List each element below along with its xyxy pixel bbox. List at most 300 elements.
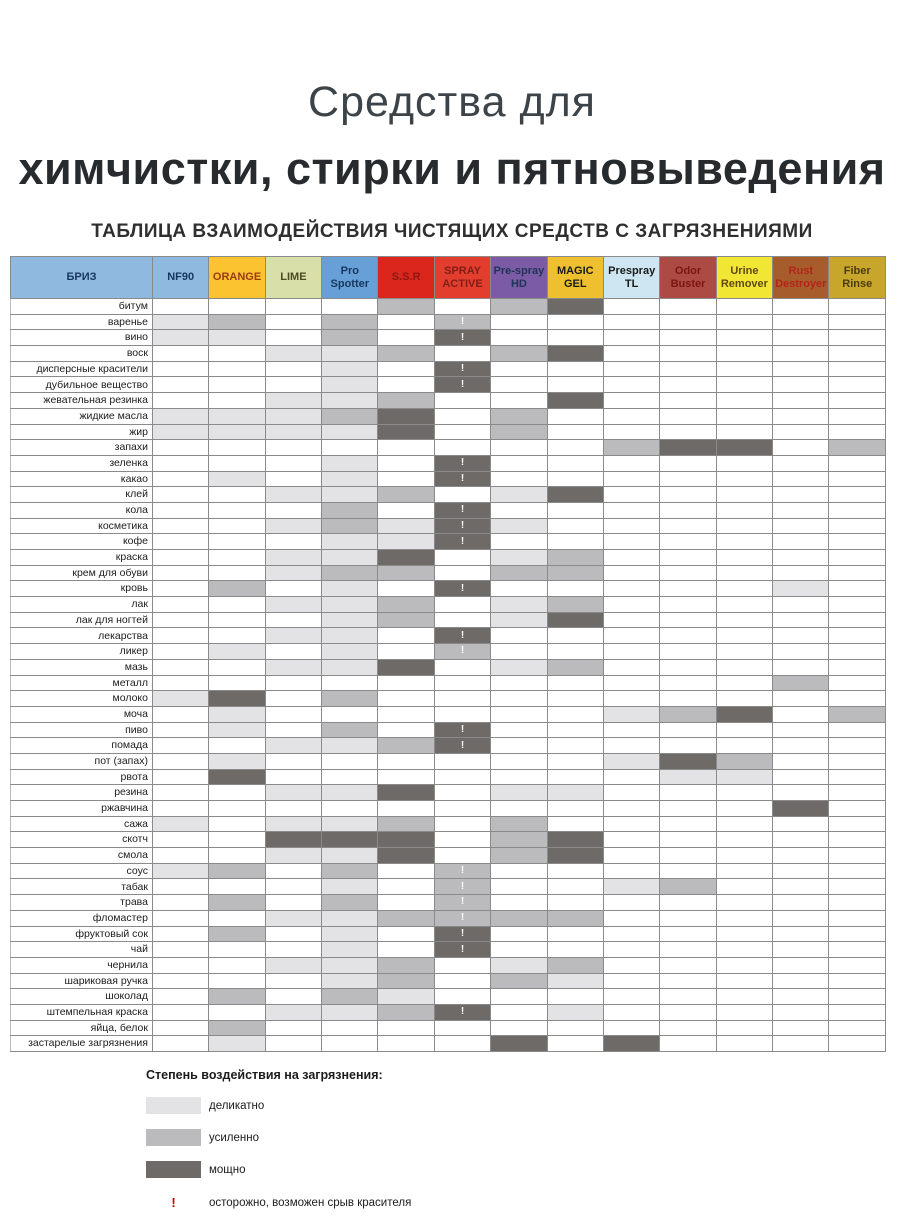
matrix-cell: [152, 565, 208, 581]
table-row: [11, 801, 886, 817]
row-label: табак: [11, 879, 153, 895]
matrix-cell: [491, 691, 547, 707]
row-label: металл: [11, 675, 153, 691]
matrix-cell: [378, 895, 434, 911]
matrix-cell: [378, 691, 434, 707]
matrix-cell: [209, 910, 265, 926]
matrix-cell: [603, 393, 659, 409]
matrix-cell: [152, 801, 208, 817]
matrix-cell: [265, 863, 321, 879]
matrix-cell: [209, 989, 265, 1005]
matrix-cell: [322, 973, 378, 989]
table-row: [11, 424, 886, 440]
matrix-cell: [773, 408, 829, 424]
matrix-cell: [660, 691, 716, 707]
matrix-cell: [378, 408, 434, 424]
matrix-cell: [660, 942, 716, 958]
matrix-cell: [209, 895, 265, 911]
matrix-cell: [547, 816, 603, 832]
matrix-cell: [716, 973, 772, 989]
matrix-cell: [378, 581, 434, 597]
matrix-cell: [434, 612, 490, 628]
matrix-cell: [378, 299, 434, 315]
matrix-cell: [434, 832, 490, 848]
matrix-cell: [660, 440, 716, 456]
caution-mark: !: [460, 896, 465, 908]
matrix-cell: [660, 1004, 716, 1020]
matrix-cell: [322, 534, 378, 550]
matrix-cell: [547, 534, 603, 550]
matrix-cell: [716, 1020, 772, 1036]
row-label: пот (запах): [11, 753, 153, 769]
matrix-cell: [491, 863, 547, 879]
matrix-cell: [773, 534, 829, 550]
matrix-cell: [660, 408, 716, 424]
matrix-cell: [603, 534, 659, 550]
matrix-cell: [265, 989, 321, 1005]
matrix-cell: [434, 691, 490, 707]
matrix-cell: [660, 738, 716, 754]
matrix-cell: [547, 424, 603, 440]
matrix-cell: [829, 377, 886, 393]
matrix-cell: [603, 706, 659, 722]
table-row: [11, 691, 886, 707]
matrix-cell: [829, 753, 886, 769]
table-row: [11, 487, 886, 503]
matrix-cell: [660, 989, 716, 1005]
matrix-cell: [434, 471, 490, 487]
matrix-cell: [829, 675, 886, 691]
matrix-cell: [716, 863, 772, 879]
legend-row: [146, 1097, 904, 1114]
matrix-cell: [152, 581, 208, 597]
matrix-cell: [152, 863, 208, 879]
matrix-cell: [773, 957, 829, 973]
matrix-cell: [716, 346, 772, 362]
matrix-cell: [660, 534, 716, 550]
matrix-cell: [547, 926, 603, 942]
matrix-cell: [660, 769, 716, 785]
matrix-cell: [603, 675, 659, 691]
matrix-cell: [434, 440, 490, 456]
matrix-cell: [378, 518, 434, 534]
matrix-cell: [773, 832, 829, 848]
matrix-cell: [547, 942, 603, 958]
matrix-cell: [378, 377, 434, 393]
product-header-row: [11, 257, 886, 299]
matrix-cell: [773, 424, 829, 440]
row-label: лак для ногтей: [11, 612, 153, 628]
matrix-cell: [378, 675, 434, 691]
matrix-cell: [716, 816, 772, 832]
matrix-cell: [152, 753, 208, 769]
matrix-cell: [152, 926, 208, 942]
matrix-cell: [773, 377, 829, 393]
matrix-cell: [152, 330, 208, 346]
matrix-cell: [773, 942, 829, 958]
matrix-cell: [829, 408, 886, 424]
matrix-cell: [265, 565, 321, 581]
matrix-cell: [322, 424, 378, 440]
matrix-cell: [603, 879, 659, 895]
matrix-cell: [265, 330, 321, 346]
matrix-cell: [773, 910, 829, 926]
matrix-cell: [265, 455, 321, 471]
matrix-cell: [829, 534, 886, 550]
matrix-cell: [152, 644, 208, 660]
matrix-cell: [547, 644, 603, 660]
page-title-line2: химчистки, стирки и пятновыведения: [18, 143, 886, 194]
table-row: [11, 330, 886, 346]
matrix-cell: [378, 706, 434, 722]
caution-mark: !: [460, 472, 465, 484]
caution-mark: !: [460, 363, 465, 375]
table-row: [11, 597, 886, 613]
matrix-cell: [660, 706, 716, 722]
matrix-cell: [152, 722, 208, 738]
matrix-cell: [773, 330, 829, 346]
row-label: штемпельная краска: [11, 1004, 153, 1020]
matrix-cell: [491, 1004, 547, 1020]
matrix-cell: [660, 612, 716, 628]
matrix-cell: [322, 346, 378, 362]
matrix-cell: [660, 471, 716, 487]
matrix-cell: [716, 581, 772, 597]
matrix-cell: [716, 612, 772, 628]
matrix-cell: [773, 863, 829, 879]
matrix-cell: [209, 377, 265, 393]
column-header: NF90: [152, 257, 208, 299]
table-row: [11, 1036, 886, 1052]
matrix-cell: [829, 299, 886, 315]
matrix-cell: [378, 785, 434, 801]
matrix-cell: [152, 534, 208, 550]
matrix-cell: [152, 424, 208, 440]
matrix-cell: [491, 1020, 547, 1036]
matrix-cell: [209, 550, 265, 566]
matrix-cell: [603, 1036, 659, 1052]
matrix-cell: [829, 581, 886, 597]
matrix-cell: [152, 518, 208, 534]
matrix-cell: [773, 989, 829, 1005]
matrix-cell: [152, 1020, 208, 1036]
caution-mark: !: [460, 457, 465, 469]
matrix-cell: [491, 785, 547, 801]
matrix-cell: [434, 801, 490, 817]
matrix-cell: [773, 314, 829, 330]
matrix-cell: [716, 691, 772, 707]
matrix-cell: [773, 644, 829, 660]
matrix-cell: [152, 1004, 208, 1020]
table-row: [11, 973, 886, 989]
matrix-cell: [716, 1036, 772, 1052]
matrix-cell: [322, 612, 378, 628]
matrix-cell: [716, 722, 772, 738]
matrix-cell: [322, 926, 378, 942]
matrix-cell: [716, 753, 772, 769]
matrix-cell: [716, 377, 772, 393]
matrix-cell: [603, 550, 659, 566]
matrix-cell: [378, 957, 434, 973]
matrix-cell: [322, 502, 378, 518]
matrix-cell: [829, 989, 886, 1005]
table-row: [11, 550, 886, 566]
matrix-cell: [265, 769, 321, 785]
matrix-cell: [716, 769, 772, 785]
matrix-cell: [434, 628, 490, 644]
matrix-cell: [209, 738, 265, 754]
matrix-cell: [603, 502, 659, 518]
caution-mark: !: [460, 927, 465, 939]
matrix-cell: [716, 408, 772, 424]
matrix-cell: [491, 487, 547, 503]
column-header: Fiber Rinse: [829, 257, 886, 299]
matrix-cell: [265, 361, 321, 377]
matrix-cell: [491, 424, 547, 440]
matrix-cell: [209, 706, 265, 722]
matrix-cell: [660, 597, 716, 613]
matrix-cell: [716, 801, 772, 817]
matrix-cell: [265, 346, 321, 362]
matrix-cell: [603, 691, 659, 707]
matrix-cell: [434, 973, 490, 989]
matrix-cell: [773, 926, 829, 942]
matrix-cell: [547, 785, 603, 801]
matrix-cell: [829, 424, 886, 440]
matrix-cell: [829, 785, 886, 801]
matrix-cell: [603, 863, 659, 879]
matrix-cell: [322, 895, 378, 911]
matrix-cell: [322, 565, 378, 581]
matrix-cell: [265, 408, 321, 424]
matrix-cell: [660, 502, 716, 518]
table-row: [11, 612, 886, 628]
row-label: какао: [11, 471, 153, 487]
matrix-cell: [716, 910, 772, 926]
matrix-cell: [209, 299, 265, 315]
table-row: [11, 581, 886, 597]
matrix-cell: [603, 612, 659, 628]
matrix-cell: [603, 440, 659, 456]
matrix-cell: [265, 502, 321, 518]
matrix-cell: [603, 644, 659, 660]
table-row: [11, 377, 886, 393]
matrix-cell: [152, 361, 208, 377]
row-label: сажа: [11, 816, 153, 832]
matrix-cell: [491, 675, 547, 691]
matrix-cell: [829, 926, 886, 942]
row-label: жевательная резинка: [11, 393, 153, 409]
table-row: [11, 957, 886, 973]
matrix-cell: [265, 471, 321, 487]
matrix-cell: [603, 424, 659, 440]
matrix-cell: [660, 926, 716, 942]
matrix-cell: [378, 565, 434, 581]
legend: [146, 1068, 904, 1210]
matrix-cell: [660, 330, 716, 346]
matrix-cell: [491, 926, 547, 942]
matrix-cell: [322, 644, 378, 660]
caution-mark: !: [460, 629, 465, 641]
matrix-cell: [716, 644, 772, 660]
row-label: дисперсные красители: [11, 361, 153, 377]
matrix-cell: [152, 832, 208, 848]
matrix-cell: [829, 691, 886, 707]
matrix-cell: [603, 361, 659, 377]
matrix-cell: [434, 1036, 490, 1052]
matrix-cell: [265, 910, 321, 926]
row-label: зеленка: [11, 455, 153, 471]
matrix-cell: [434, 393, 490, 409]
matrix-cell: [209, 675, 265, 691]
matrix-cell: [716, 361, 772, 377]
matrix-cell: [829, 973, 886, 989]
matrix-cell: [603, 753, 659, 769]
table-row: [11, 1004, 886, 1020]
matrix-cell: [152, 706, 208, 722]
row-label: кровь: [11, 581, 153, 597]
matrix-cell: [152, 299, 208, 315]
matrix-cell: [660, 424, 716, 440]
matrix-cell: [716, 393, 772, 409]
matrix-cell: [209, 440, 265, 456]
matrix-cell: [716, 628, 772, 644]
matrix-cell: [829, 330, 886, 346]
matrix-cell: [491, 973, 547, 989]
matrix-cell: [491, 738, 547, 754]
matrix-cell: [265, 314, 321, 330]
table-row: [11, 942, 886, 958]
matrix-cell: [209, 612, 265, 628]
matrix-cell: [265, 1020, 321, 1036]
matrix-cell: [265, 628, 321, 644]
column-header: MAGIC GEL: [547, 257, 603, 299]
row-label: кофе: [11, 534, 153, 550]
matrix-cell: [603, 518, 659, 534]
matrix-cell: [829, 769, 886, 785]
matrix-cell: [322, 769, 378, 785]
matrix-cell: [378, 910, 434, 926]
matrix-cell: [265, 534, 321, 550]
matrix-cell: [829, 487, 886, 503]
matrix-cell: [660, 659, 716, 675]
matrix-cell: [716, 785, 772, 801]
matrix-cell: [716, 989, 772, 1005]
matrix-cell: [434, 910, 490, 926]
matrix-cell: [547, 957, 603, 973]
matrix-cell: [660, 550, 716, 566]
table-row: [11, 314, 886, 330]
column-header: ORANGE: [209, 257, 265, 299]
row-label: застарелые загрязнения: [11, 1036, 153, 1052]
matrix-cell: [547, 455, 603, 471]
matrix-cell: [378, 801, 434, 817]
matrix-cell: [265, 801, 321, 817]
table-row: [11, 848, 886, 864]
matrix-cell: [547, 1004, 603, 1020]
matrix-cell: [265, 832, 321, 848]
matrix-cell: [378, 753, 434, 769]
matrix-cell: [660, 644, 716, 660]
matrix-cell: [209, 534, 265, 550]
matrix-cell: [434, 534, 490, 550]
matrix-cell: [603, 314, 659, 330]
matrix-cell: [434, 597, 490, 613]
matrix-cell: [152, 973, 208, 989]
matrix-cell: [434, 863, 490, 879]
matrix-cell: [322, 330, 378, 346]
matrix-cell: [378, 1036, 434, 1052]
matrix-cell: [547, 550, 603, 566]
matrix-cell: [660, 675, 716, 691]
matrix-cell: [716, 926, 772, 942]
matrix-cell: [547, 738, 603, 754]
matrix-cell: [773, 753, 829, 769]
matrix-cell: [491, 534, 547, 550]
matrix-cell: [209, 597, 265, 613]
matrix-cell: [434, 455, 490, 471]
matrix-cell: [378, 659, 434, 675]
matrix-cell: [829, 361, 886, 377]
matrix-cell: [434, 738, 490, 754]
matrix-cell: [773, 659, 829, 675]
matrix-cell: [152, 989, 208, 1005]
matrix-cell: [434, 942, 490, 958]
matrix-cell: [209, 769, 265, 785]
matrix-cell: [603, 487, 659, 503]
matrix-cell: [547, 753, 603, 769]
matrix-cell: [152, 346, 208, 362]
matrix-cell: [434, 502, 490, 518]
matrix-cell: [547, 895, 603, 911]
matrix-cell: [491, 910, 547, 926]
row-label: чай: [11, 942, 153, 958]
legend-row: [146, 1161, 904, 1178]
matrix-cell: [434, 1004, 490, 1020]
legend-swatch: [146, 1161, 201, 1178]
matrix-cell: [378, 816, 434, 832]
row-label: варенье: [11, 314, 153, 330]
row-label: дубильное вещество: [11, 377, 153, 393]
table-row: [11, 502, 886, 518]
column-header: S.S.R: [378, 257, 434, 299]
matrix-cell: [829, 518, 886, 534]
matrix-cell: [491, 550, 547, 566]
caution-mark: !: [460, 645, 465, 657]
matrix-cell: [378, 628, 434, 644]
matrix-cell: [434, 330, 490, 346]
matrix-cell: [265, 926, 321, 942]
matrix-cell: [547, 393, 603, 409]
matrix-cell: [547, 487, 603, 503]
matrix-cell: [660, 314, 716, 330]
matrix-cell: [716, 314, 772, 330]
matrix-cell: [603, 848, 659, 864]
matrix-cell: [322, 581, 378, 597]
row-label: кола: [11, 502, 153, 518]
matrix-cell: [322, 753, 378, 769]
matrix-cell: [773, 628, 829, 644]
matrix-cell: [716, 330, 772, 346]
matrix-cell: [434, 346, 490, 362]
matrix-cell: [265, 440, 321, 456]
table-row: [11, 926, 886, 942]
matrix-cell: [322, 785, 378, 801]
matrix-cell: [265, 816, 321, 832]
matrix-cell: [716, 957, 772, 973]
page-title-line1: Средства для: [308, 78, 596, 126]
matrix-cell: [660, 895, 716, 911]
